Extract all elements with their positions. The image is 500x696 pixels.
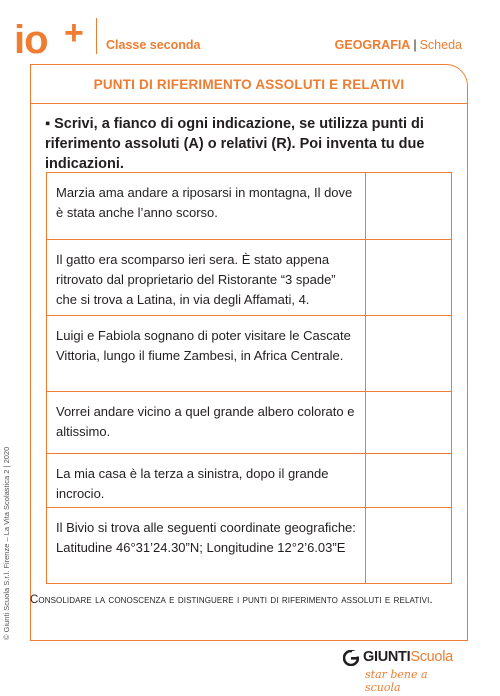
bullet-icon: ▪	[45, 116, 51, 132]
table-row	[47, 391, 451, 453]
row-statement: Il Bivio si trova alle seguenti coordinate geografiche: Latitudine 46°31’24.30”N; Longitudine 12°2’6.03”E	[56, 520, 356, 555]
table-row	[47, 173, 451, 239]
answer-cell[interactable]	[366, 508, 451, 585]
worksheet-title: PUNTI DI RIFERIMENTO ASSOLUTI E RELATIVI	[93, 76, 405, 92]
instruction	[45, 114, 457, 174]
header-divider	[96, 18, 97, 54]
table-row	[47, 315, 451, 391]
brand-name-suffix: Scuola	[410, 649, 453, 665]
table-row	[47, 507, 451, 585]
answer-cell[interactable]	[366, 392, 451, 453]
instruction-text: Scrivi, a fianco di ogni indicazione, se utilizza punti di riferimento assoluti (A) o relativi (R). Poi inventa tu due indicazioni.	[45, 116, 425, 172]
table-row	[47, 453, 451, 507]
io-logo	[14, 14, 90, 62]
title-band	[31, 65, 467, 104]
answer-cell[interactable]	[366, 173, 451, 239]
giunti-g-icon	[343, 650, 359, 666]
subject-label	[335, 38, 462, 52]
exercise-table	[46, 172, 452, 584]
table-row	[47, 239, 451, 315]
row-statement: Il gatto era scomparso ieri sera. È stato appena ritrovato dal proprietario del Ristorante “3 spade” che si trova a Latina, in via degli Affamati, 4.	[56, 252, 336, 307]
logo-plus-icon: +	[64, 14, 84, 52]
row-statement: Marzia ama andare a riposarsi in montagna, Il dove è stata anche l’anno scorso.	[56, 185, 353, 220]
row-statement: Vorrei andare vicino a quel grande albero colorato e altissimo.	[56, 404, 355, 439]
row-statement: La mia casa è la terza a sinistra, dopo il grande incrocio.	[56, 466, 329, 501]
answer-cell[interactable]	[366, 454, 451, 507]
subject-name: GEOGRAFIA	[334, 38, 411, 52]
class-label: Classe seconda	[106, 38, 201, 52]
logo-io-text: io	[14, 18, 48, 62]
brand-name	[363, 649, 453, 665]
giunti-scuola-logo	[343, 646, 463, 694]
answer-cell[interactable]	[366, 240, 451, 315]
copyright-note: © Giunti Scuola S.r.l. Firenze – La Vita Scolastica 2 | 2020	[2, 446, 11, 640]
learning-objective: Consolidare la conoscenza e distinguere i punti di riferimento assoluti e relativi.	[30, 594, 433, 606]
brand-tagline: star bene a scuola	[365, 668, 428, 694]
brand-name-main: GIUNTI	[363, 649, 411, 665]
row-statement: Luigi e Fabiola sognano di poter visitare le Cascate Vittoria, lungo il fiume Zambesi, in Africa Centrale.	[56, 328, 351, 363]
answer-cell[interactable]	[366, 316, 451, 391]
sheet-type: Scheda	[419, 38, 462, 52]
worksheet-frame	[30, 64, 468, 641]
subject-separator: |	[413, 38, 417, 52]
